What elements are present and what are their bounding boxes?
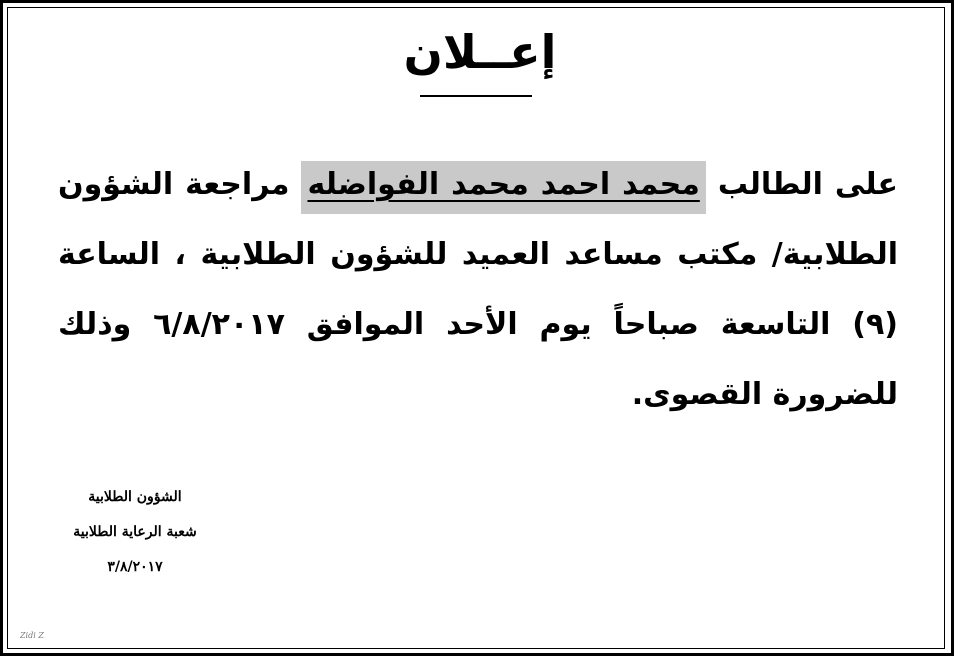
title-underline <box>420 95 532 97</box>
announcement-title: إعــلان <box>403 25 557 79</box>
body-intro: على الطالب <box>705 167 898 202</box>
signature-date: ٣/٨/٢٠١٧ <box>107 559 163 575</box>
signature-block <box>50 480 220 585</box>
signature-department: الشؤون الطلابية <box>88 489 182 505</box>
student-name: محمد احمد محمد الفواضله <box>301 161 705 214</box>
watermark: Zidi Z <box>20 631 44 640</box>
signature-division: شعبة الرعاية الطلابية <box>73 524 197 540</box>
announcement-body <box>58 150 898 430</box>
body-details: مراجعة الشؤون الطلابية/ مكتب مساعد العميد للشؤون الطلابية ، الساعة (٩) التاسعة صباحاً يوم الأحد الموافق ٦/٨/٢٠١٧ وذلك للضرورة القصوى. <box>58 167 899 412</box>
